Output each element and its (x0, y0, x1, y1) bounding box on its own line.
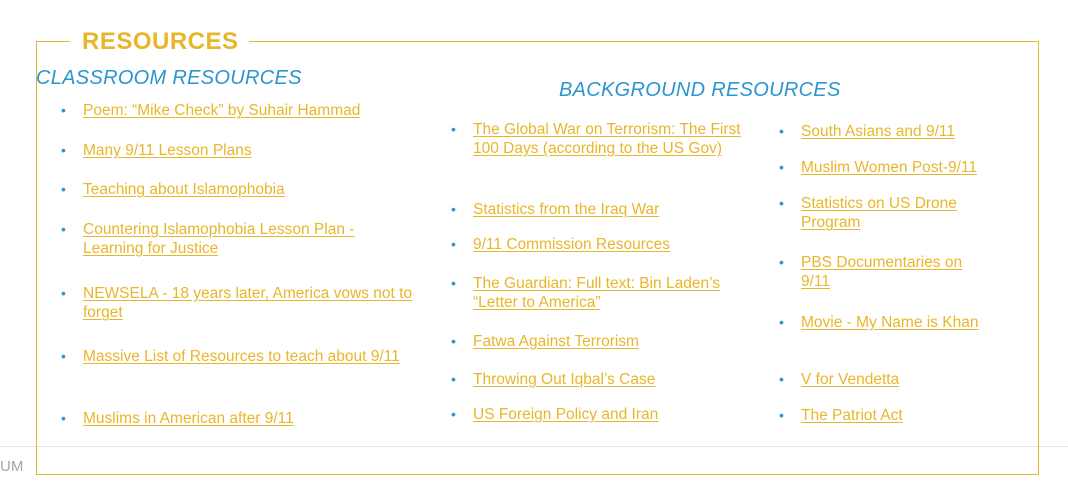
bullet-icon: • (61, 181, 66, 197)
list-item (61, 141, 413, 160)
resource-link[interactable]: V for Vendetta (801, 371, 900, 388)
bullet-icon: • (61, 102, 66, 118)
bullet-icon: • (779, 314, 784, 330)
list-item (779, 122, 1016, 141)
bullet-icon: • (779, 371, 784, 387)
bullet-icon: • (779, 195, 784, 211)
bullet-icon: • (61, 348, 66, 364)
resource-link[interactable]: The Patriot Act (801, 407, 903, 424)
bullet-icon: • (61, 221, 66, 237)
background-heading: BACKGROUND RESOURCES (559, 79, 841, 101)
resource-link[interactable]: NEWSELA - 18 years later, America vows not to forget (83, 285, 413, 321)
list-item (61, 180, 413, 199)
resource-link[interactable]: Muslim Women Post-9/11 (801, 159, 978, 176)
resource-link[interactable]: Movie - My Name is Khan (801, 314, 979, 331)
list-item (61, 347, 413, 366)
bullet-icon: • (779, 123, 784, 139)
list-item (61, 101, 413, 120)
bullet-icon: • (451, 333, 456, 349)
resource-link[interactable]: Statistics on US Drone Program (801, 195, 957, 231)
bullet-icon: • (779, 159, 784, 175)
list-item (451, 235, 741, 254)
list-item (451, 200, 741, 219)
resource-link[interactable]: 9/11 Commission Resources (473, 236, 670, 253)
list-item (61, 409, 413, 428)
resource-link[interactable]: Countering Islamophobia Lesson Plan - Learning for Justice (83, 221, 355, 257)
resource-link[interactable]: Massive List of Resources to teach about 9/11 (83, 348, 400, 365)
bullet-icon: • (451, 371, 456, 387)
resource-link[interactable]: Muslims in American after 9/11 (83, 410, 294, 427)
bullet-icon: • (451, 201, 456, 217)
list-item (61, 220, 413, 258)
resource-link[interactable]: The Global War on Terrorism: The First 100 Days (according to the US Gov) (473, 121, 741, 157)
page-title: RESOURCES (70, 28, 249, 56)
bullet-icon: • (451, 275, 456, 291)
classroom-heading: CLASSROOM RESOURCES (36, 67, 302, 89)
resource-link[interactable]: US Foreign Policy and Iran (473, 406, 659, 423)
bullet-icon: • (451, 236, 456, 252)
resource-link[interactable]: The Guardian: Full text: Bin Laden’s “Letter to America” (473, 275, 720, 311)
resource-link[interactable]: Many 9/11 Lesson Plans (83, 142, 252, 159)
list-item (451, 120, 741, 158)
resource-link[interactable]: Fatwa Against Terrorism (473, 333, 639, 350)
resource-link[interactable]: Teaching about Islamophobia (83, 181, 285, 198)
resource-link[interactable]: PBS Documentaries on 9/11 (801, 254, 963, 290)
list-item (451, 274, 758, 312)
bullet-icon: • (61, 142, 66, 158)
resource-link[interactable]: South Asians and 9/11 (801, 123, 955, 140)
list-item (779, 253, 986, 291)
bullet-icon: • (779, 407, 784, 423)
resource-link[interactable]: Poem: “Mike Check” by Suhair Hammad (83, 102, 361, 119)
list-item (779, 313, 986, 332)
list-item (779, 194, 986, 232)
resource-link[interactable]: Statistics from the Iraq War (473, 201, 660, 218)
bullet-icon: • (61, 410, 66, 426)
list-item (779, 158, 1016, 177)
list-item (451, 405, 741, 424)
list-item (451, 332, 741, 351)
bullet-icon: • (61, 285, 66, 301)
footer-fragment: UM (0, 458, 24, 475)
list-item (451, 370, 741, 389)
bullet-icon: • (451, 406, 456, 422)
bullet-icon: • (451, 121, 456, 137)
resource-link[interactable]: Throwing Out Iqbal’s Case (473, 371, 656, 388)
bullet-icon: • (779, 254, 784, 270)
list-item (779, 370, 986, 389)
list-item (61, 284, 423, 322)
list-item (779, 406, 986, 425)
